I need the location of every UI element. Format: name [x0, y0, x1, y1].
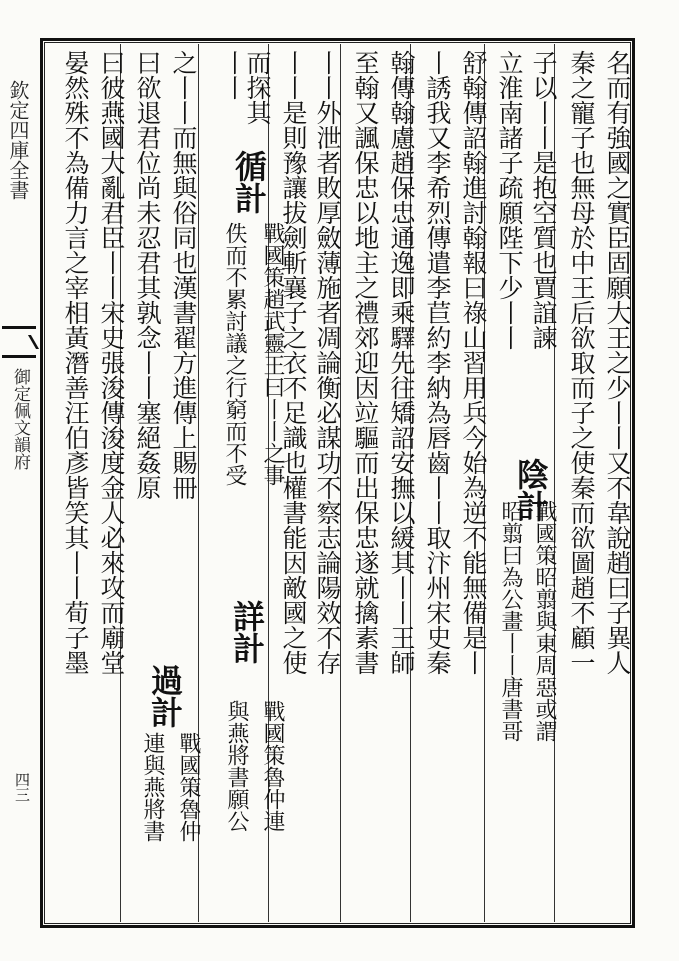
page-number: 四三 — [13, 772, 31, 802]
fish-tail-mark-icon — [2, 326, 36, 358]
headword: 陰計 — [512, 458, 550, 522]
headword: 詳計 — [228, 600, 266, 664]
text-column: 之丨丨而無與俗同也漢書翟方進傳上賜冊 — [169, 50, 198, 500]
text-column: 子以丨丨是抱空質也賈誼諫 — [529, 50, 558, 350]
inline-note: 戰國策趙武靈王曰丨丨之事 — [260, 222, 285, 486]
inline-note: 昭翦曰為公畫丨丨唐書哥 — [498, 500, 523, 742]
margin-work-title: 御定佩文韻府 — [10, 368, 30, 470]
text-column: 丨丨外泄者敗厚斂薄施者凋論衡必謀功不察志論陽效不存 — [313, 50, 342, 675]
inline-note: 與燕將書願公 — [224, 700, 249, 832]
headword: 循計 — [230, 150, 268, 214]
inline-note: 戰國策昭翦與東周惡或謂 — [532, 500, 557, 742]
inline-note: 戰國策魯仲 — [176, 732, 201, 842]
text-column: 丨誘我又李希烈傳遣李苣約李納為唇齒丨丨取汴州宋史秦 — [423, 50, 452, 675]
text-column: 而探其 — [243, 50, 272, 125]
text-column: 至翰又諷保忠以地主之禮郊迎因竝驅而出保忠遂就擒素書 — [351, 50, 380, 675]
text-column: 丨丨是則豫讓拔劍斬襄子之衣不足識也權書能因敵國之使 — [279, 50, 308, 675]
text-column: 丨丨 — [219, 50, 248, 100]
margin-book-title: 欽定四庫全書 — [6, 80, 30, 200]
text-column: 舒翰傳詔翰進討翰報曰祿山習用兵今始為逆不能無備是丨 — [459, 50, 488, 675]
text-column: 立淮南諸子疏願陛下少丨丨 — [495, 50, 524, 350]
text-column: 名而有強國之實臣固願大王之少丨丨又不韋說趙曰子異人 — [603, 50, 632, 675]
headword: 過計 — [146, 664, 184, 728]
inline-note: 連與燕將書 — [140, 732, 165, 842]
page-margin — [0, 38, 40, 928]
text-column: 翰傳翰慮趙保忠通逸即乘驛先往矯詔安撫以緩其丨丨王師 — [387, 50, 416, 675]
text-column: 曰彼燕國大亂君臣丨丨宋史張浚傳浚度金人必來攻而廟堂 — [97, 50, 126, 675]
text-column: 曰欲退君位尚未忍君其孰念丨丨塞絕姦原 — [133, 50, 162, 500]
text-column: 秦之寵子也無母於中王后欲取而子之使秦而欲圖趙不顧一 — [567, 50, 596, 675]
inline-note: 戰國策魯仲連 — [260, 700, 285, 832]
text-column: 佚而不累討議之行窮而不受 — [222, 222, 247, 486]
text-column: 晏然殊不為備力言之宰相黃潛善汪伯彥皆笑其丨丨荀子墨 — [61, 50, 90, 675]
